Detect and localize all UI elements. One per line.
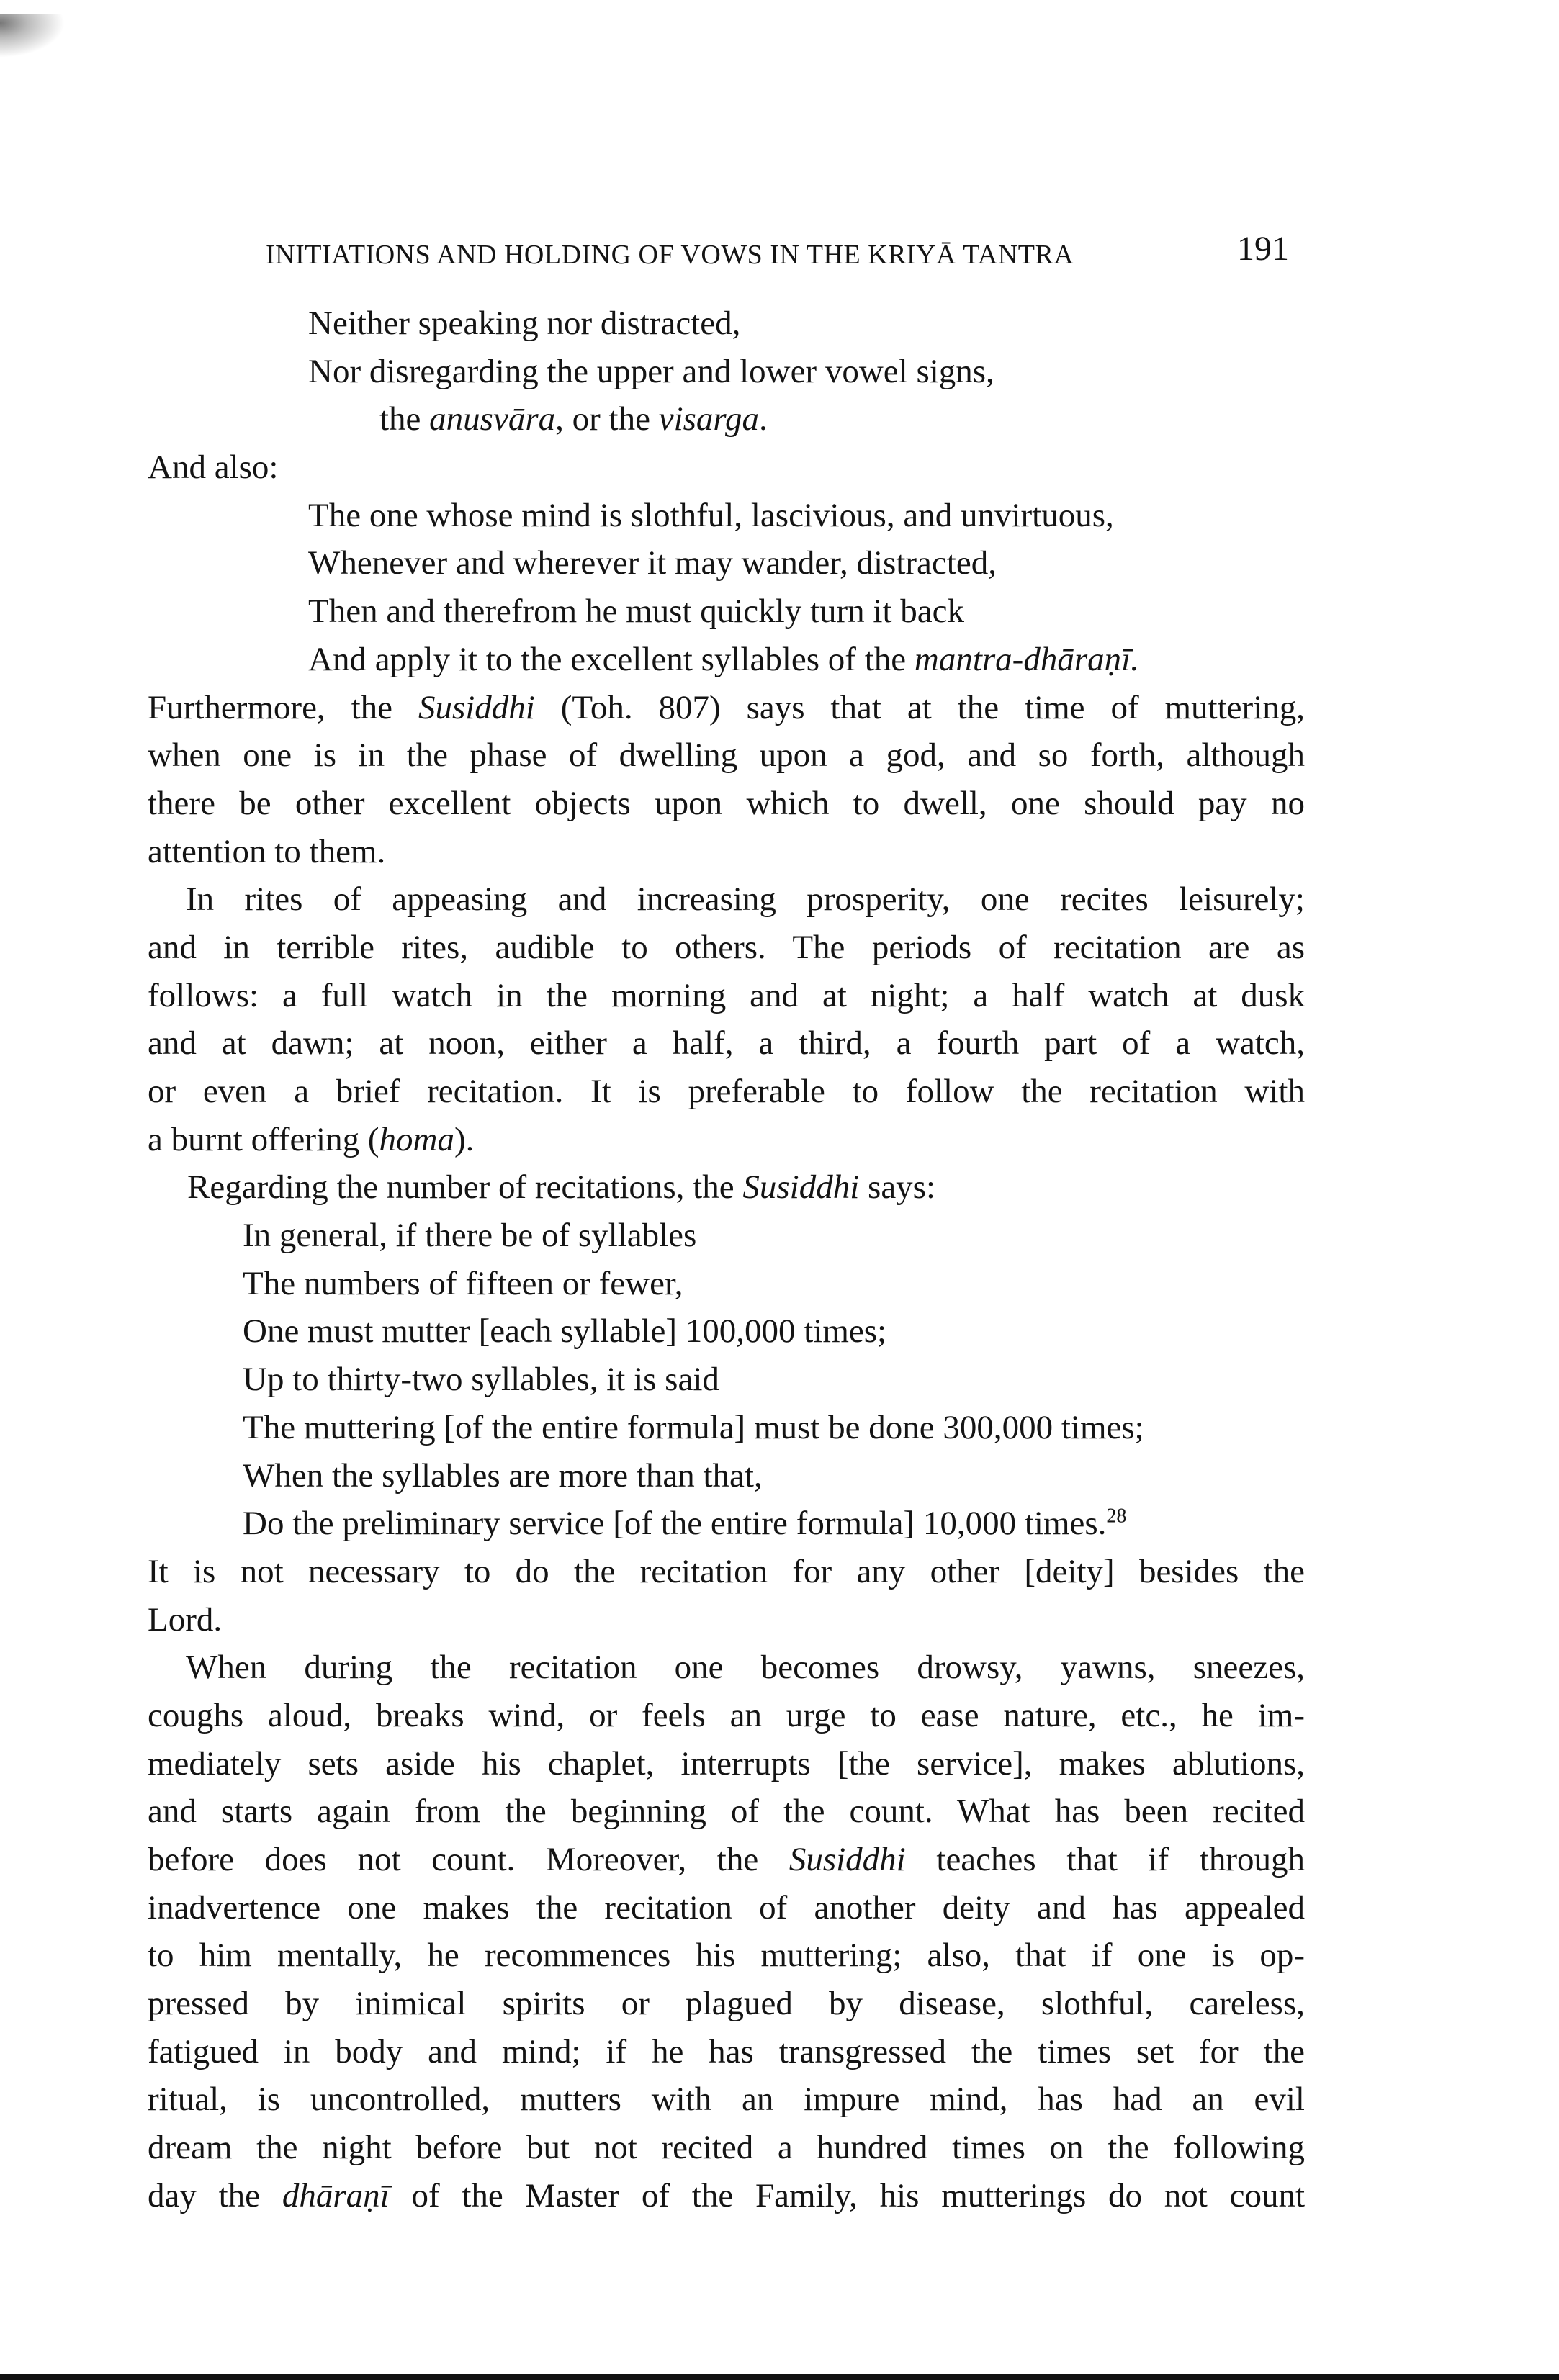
text-line — [243, 1356, 1559, 1404]
text-line — [148, 443, 1305, 492]
text-run: When during the recitation one becomes drowsy, yawns, sneezes, — [186, 1649, 1305, 1687]
text-line — [148, 2028, 1305, 2076]
text-run: pressed by inimical spirits or plagued by disease, slothful, careless, — [148, 1985, 1305, 2023]
text-run: Then and therefrom he must quickly turn it back — [308, 592, 965, 631]
text-line — [148, 1068, 1305, 1116]
text-line — [148, 1548, 1305, 1596]
text-line — [148, 1019, 1305, 1068]
text-run: Regarding the number of recitations, the — [187, 1168, 743, 1207]
text-run: the — [379, 400, 430, 438]
text-line — [379, 395, 1559, 443]
text-line — [308, 636, 1559, 684]
italic-term: Susiddhi — [789, 1841, 906, 1878]
text-run: to him mentally, he recommences his muttering; also, that if one is op- — [148, 1937, 1305, 1975]
text-line — [148, 1836, 1305, 1884]
text-run: (Toh. 807) says that at the time of muttering, — [534, 688, 1305, 726]
text-run: a burnt offering ( — [148, 1120, 379, 1158]
text-run: says: — [859, 1168, 936, 1207]
text-line — [187, 1163, 1559, 1212]
text-run: And also: — [148, 448, 279, 487]
italic-term: visarga — [658, 400, 759, 438]
text-line — [148, 780, 1305, 828]
text-run: Whenever and wherever it may wander, distracted, — [308, 544, 997, 582]
text-line — [243, 1500, 1559, 1548]
text-line — [243, 1452, 1559, 1500]
text-run: , or the — [555, 400, 659, 438]
text-run: ritual, is uncontrolled, mutters with an impure mind, has had an evil — [148, 2081, 1305, 2119]
text-run: When the syllables are more than that, — [243, 1456, 763, 1495]
text-run: there be other excellent objects upon which to dwell, one should pay no — [148, 784, 1305, 822]
text-run: inadvertence one makes the recitation of another deity and has appealed — [148, 1888, 1305, 1926]
text-line — [243, 1212, 1559, 1260]
text-run: mediately sets aside his chaplet, interrupts [the service], makes ablutions, — [148, 1744, 1305, 1782]
text-run: and at dawn; at noon, either a half, a third, a fourth part of a watch, — [148, 1024, 1305, 1063]
text-line — [148, 1692, 1305, 1740]
text-run: attention to them. — [148, 832, 386, 870]
scan-artifact — [0, 14, 65, 58]
text-line — [186, 1644, 1305, 1692]
text-run: . — [758, 400, 768, 438]
text-line — [308, 539, 1559, 587]
text-run: ). — [454, 1120, 475, 1158]
text-line — [243, 1307, 1559, 1356]
text-run: The numbers of fifteen or fewer, — [243, 1264, 683, 1302]
italic-term: anusvāra — [429, 400, 556, 438]
text-line — [148, 2172, 1305, 2220]
text-line — [308, 587, 1559, 636]
text-run: Furthermore, the — [148, 688, 418, 726]
text-line — [148, 1740, 1305, 1788]
text-run: Nor disregarding the upper and lower vowel signs, — [308, 352, 994, 390]
text-line — [148, 731, 1305, 780]
text-run: dream the night before but not recited a hundred times on the following — [148, 2129, 1305, 2167]
text-run: And apply it to the excellent syllables of the — [308, 640, 915, 678]
text-line — [148, 684, 1305, 732]
text-line — [148, 1980, 1305, 2028]
text-run: and starts again from the beginning of the count. What has been recited — [148, 1793, 1305, 1831]
text-line — [243, 1404, 1559, 1452]
text-line — [148, 924, 1305, 972]
text-line — [148, 972, 1305, 1020]
running-head: INITIATIONS AND HOLDING OF VOWS IN THE KRIYĀ TANTRA — [266, 240, 1074, 270]
text-run: Lord. — [148, 1600, 223, 1638]
footnote-ref: 28 — [1106, 1505, 1127, 1528]
text-run: follows: a full watch in the morning and at night; a half watch at dusk — [148, 976, 1305, 1014]
text-line — [148, 1596, 1305, 1644]
page-number: 191 — [1237, 230, 1289, 268]
text-run: It is not necessary to do the recitation for any other [deity] besides the — [148, 1552, 1305, 1590]
italic-term: mantra-dhāraṇī. — [914, 640, 1139, 678]
text-line — [308, 299, 1559, 348]
text-run: before does not count. Moreover, the — [148, 1841, 789, 1878]
text-line — [148, 1884, 1305, 1932]
text-run: fatigued in body and mind; if he has transgressed the times set for the — [148, 2032, 1305, 2070]
page-body — [0, 299, 1559, 2220]
text-run: Do the preliminary service [of the entire formula] 10,000 times. — [243, 1505, 1107, 1543]
text-run: day the — [148, 2176, 282, 2214]
text-run: In rites of appeasing and increasing prosperity, one recites leisurely; — [186, 880, 1305, 919]
italic-term: dhāraṇī — [282, 2176, 390, 2214]
text-run: when one is in the phase of dwelling upon a god, and so forth, although — [148, 736, 1305, 775]
text-line — [148, 828, 1305, 876]
text-run: Neither speaking nor distracted, — [308, 305, 741, 342]
text-line — [148, 2124, 1305, 2172]
scan-edge — [0, 2374, 1559, 2380]
text-line — [148, 1932, 1305, 1980]
text-run: of the Master of the Family, his mutterings do not count — [389, 2176, 1305, 2214]
text-line — [148, 1116, 1305, 1164]
italic-term: Susiddhi — [418, 688, 535, 726]
text-run: coughs aloud, breaks wind, or feels an urge to ease nature, etc., he im- — [148, 1696, 1305, 1734]
text-run: The one whose mind is slothful, lascivious, and unvirtuous, — [308, 496, 1114, 534]
text-line — [308, 348, 1559, 396]
text-line — [148, 2075, 1305, 2124]
text-line — [243, 1260, 1559, 1308]
text-run: In general, if there be of syllables — [243, 1217, 697, 1255]
italic-term: homa — [379, 1120, 454, 1158]
text-run: The muttering [of the entire formula] must be done 300,000 times; — [243, 1408, 1144, 1446]
text-line — [308, 492, 1559, 540]
text-run: teaches that if through — [905, 1841, 1305, 1878]
text-run: or even a brief recitation. It is preferable to follow the recitation with — [148, 1073, 1305, 1110]
page-header — [266, 229, 1310, 272]
italic-term: Susiddhi — [742, 1168, 860, 1207]
text-line — [186, 875, 1305, 924]
text-line — [148, 1788, 1305, 1836]
text-run: and in terrible rites, audible to others. The periods of recitation are as — [148, 928, 1305, 966]
text-run: One must mutter [each syllable] 100,000 times; — [243, 1312, 887, 1351]
text-run: Up to thirty-two syllables, it is said — [243, 1361, 719, 1399]
